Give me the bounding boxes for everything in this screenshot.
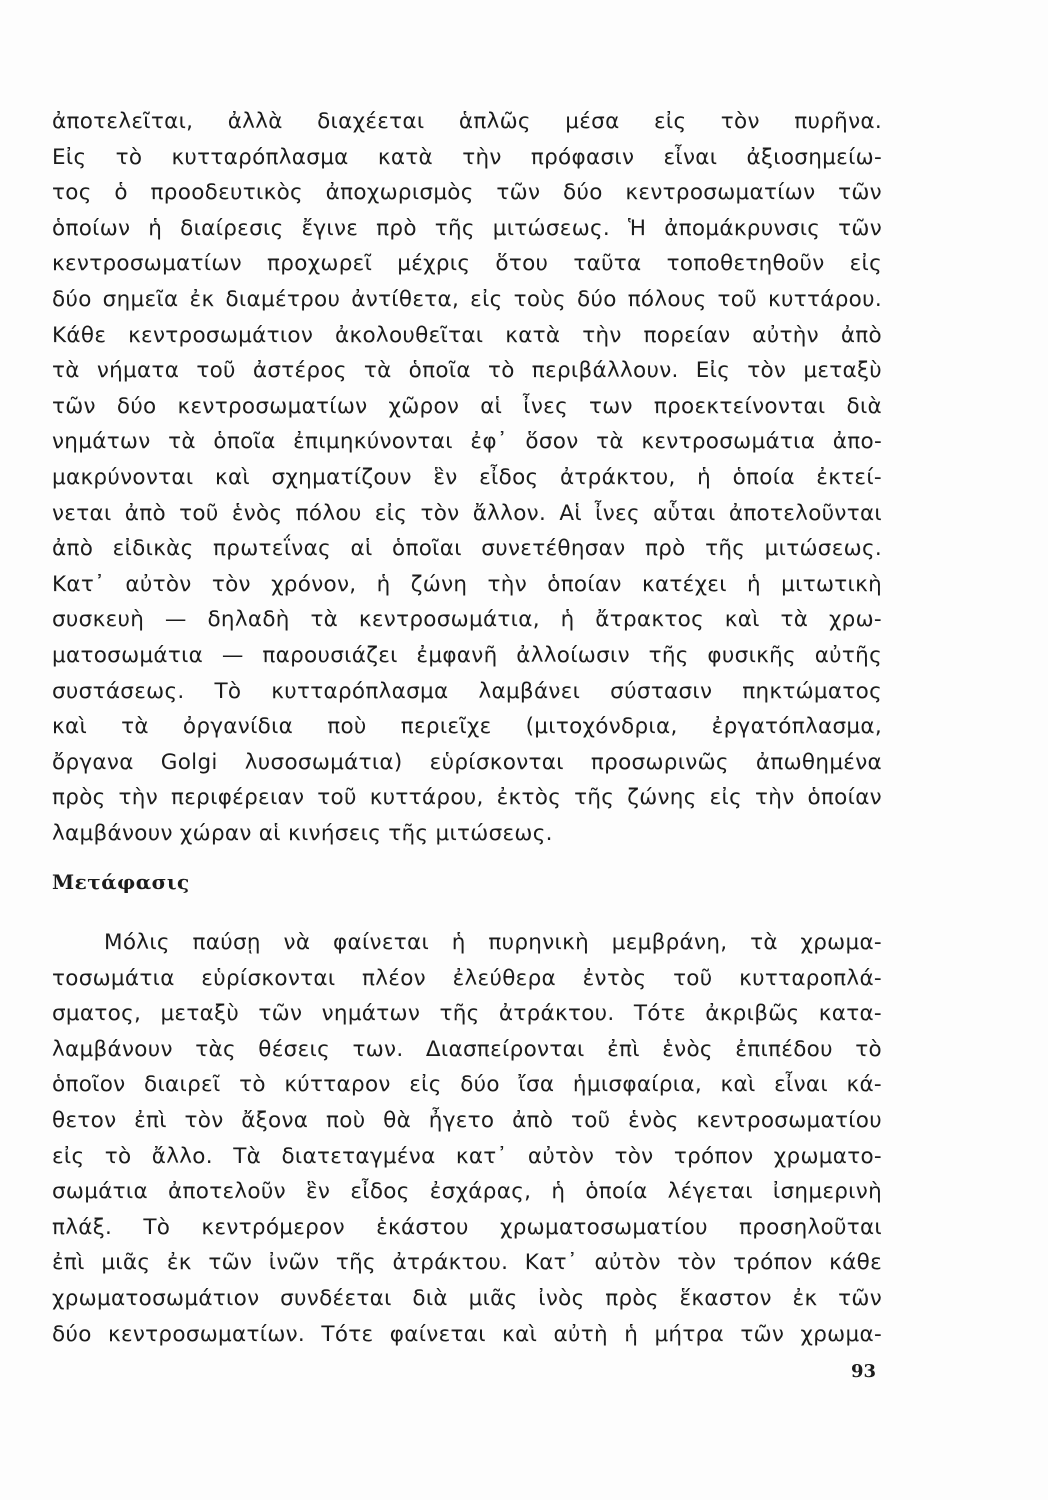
- text-line: Κάθε κεντροσωμάτιον ἀκολουθεῖται κατὰ τὴν πορείαν αὐτὴν ἀπὸ: [52, 322, 882, 348]
- text-line: ἀπὸ εἰδικὰς πρωτεΐνας αἱ ὁποῖαι συνετέθησαν πρὸ τῆς μιτώσεως.: [52, 536, 882, 562]
- text-line: μακρύνονται καὶ σχηματίζουν ἓν εἶδος ἀτράκτου, ἡ ὁποία ἐκτεί-: [52, 464, 882, 490]
- text-line: πρὸς τὴν περιφέρειαν τοῦ κυττάρου, ἐκτὸς τῆς ζώνης εἰς τὴν ὁποίαν: [52, 785, 882, 811]
- text-line: νεται ἀπὸ τοῦ ἑνὸς πόλου εἰς τὸν ἄλλον. Αἱ ἶνες αὗται ἀποτελοῦνται: [52, 500, 882, 526]
- section-heading: Μετάφασις: [52, 870, 190, 894]
- paragraph-metaphase: [52, 925, 882, 1352]
- text-line: συσκευὴ — δηλαδὴ τὰ κεντροσωμάτια, ἡ ἄτρακτος καὶ τὰ χρω-: [52, 607, 882, 633]
- page-number: 93: [850, 1361, 876, 1382]
- text-line: δύο κεντροσωματίων. Τότε φαίνεται καὶ αὐτὴ ἡ μήτρα τῶν χρωμα-: [52, 1321, 882, 1347]
- text-line: ὁποῖον διαιρεῖ τὸ κύτταρον εἰς δύο ἴσα ἡμισφαίρια, καὶ εἶναι κά-: [52, 1072, 882, 1098]
- text-line: χρωματοσωμάτιον συνδέεται διὰ μιᾶς ἰνὸς πρὸς ἕκαστον ἐκ τῶν: [52, 1285, 882, 1311]
- text-line: ὁποίων ἡ διαίρεσις ἔγινε πρὸ τῆς μιτώσεως. Ἡ ἀπομάκρυνσις τῶν: [52, 215, 882, 241]
- text-line: Κατ᾽ αὐτὸν τὸν χρόνον, ἡ ζώνη τὴν ὁποίαν κατέχει ἡ μιτωτικὴ: [52, 571, 882, 597]
- text-line: σωμάτια ἀποτελοῦν ἓν εἶδος ἐσχάρας, ἡ ὁποία λέγεται ἰσημερινὴ: [52, 1179, 882, 1205]
- text-line: τὰ νήματα τοῦ ἀστέρος τὰ ὁποῖα τὸ περιβάλλουν. Εἰς τὸν μεταξὺ: [52, 358, 882, 384]
- text-line: τος ὁ προοδευτικὸς ἀποχωρισμὸς τῶν δύο κεντροσωματίων τῶν: [52, 180, 882, 206]
- text-line: θετον ἐπὶ τὸν ἄξονα ποὺ θὰ ἦγετο ἀπὸ τοῦ ἑνὸς κεντροσωματίου: [52, 1107, 882, 1133]
- text-line: δύο σημεῖα ἐκ διαμέτρου ἀντίθετα, εἰς τοὺς δύο πόλους τοῦ κυττάρου.: [52, 286, 882, 312]
- text-line: σματος, μεταξὺ τῶν νημάτων τῆς ἀτράκτου. Τότε ἀκριβῶς κατα-: [52, 1001, 882, 1027]
- text-line: Μόλις παύσῃ νὰ φαίνεται ἡ πυρηνικὴ μεμβράνη, τὰ χρωμα-: [104, 930, 882, 955]
- text-line: λαμβάνουν χώραν αἱ κινήσεις τῆς μιτώσεως.: [52, 820, 553, 846]
- text-line: ἀποτελεῖται, ἀλλὰ διαχέεται ἁπλῶς μέσα εἰς τὸν πυρῆνα.: [52, 109, 882, 134]
- text-line: ἐπὶ μιᾶς ἐκ τῶν ἰνῶν τῆς ἀτράκτου. Κατ᾽ αὐτὸν τὸν τρόπον κάθε: [52, 1250, 882, 1276]
- text-line: νημάτων τὰ ὁποῖα ἐπιμηκύνονται ἐφ᾽ ὅσον τὰ κεντροσωμάτια ἀπο-: [52, 429, 882, 455]
- text-line: λαμβάνουν τὰς θέσεις των. Διασπείρονται ἐπὶ ἑνὸς ἐπιπέδου τὸ: [52, 1036, 882, 1062]
- text-line: πλάξ. Τὸ κεντρόμερον ἑκάστου χρωματοσωματίου προσηλοῦται: [52, 1214, 882, 1240]
- text-line: Εἰς τὸ κυτταρόπλασμα κατὰ τὴν πρόφασιν εἶναι ἀξιοσημείω-: [52, 144, 882, 170]
- text-line: κεντροσωματίων προχωρεῖ μέχρις ὅτου ταῦτα τοποθετηθοῦν εἰς: [52, 251, 882, 277]
- text-line: ὄργανα Golgi λυσοσωμάτια) εὑρίσκονται προσωρινῶς ἀπωθημένα: [52, 749, 882, 775]
- text-line: καὶ τὰ ὀργανίδια ποὺ περιεῖχε (μιτοχόνδρια, ἐργατόπλασμα,: [52, 714, 882, 740]
- paragraph-prophase-continued: [52, 104, 882, 851]
- text-line: συστάσεως. Τὸ κυτταρόπλασμα λαμβάνει σύστασιν πηκτώματος: [52, 678, 882, 704]
- text-line: τῶν δύο κεντροσωματίων χῶρον αἱ ἶνες των προεκτείνονται διὰ: [52, 393, 882, 419]
- text-line: τοσωμάτια εὑρίσκονται πλέον ἐλεύθερα ἐντὸς τοῦ κυτταροπλά-: [52, 965, 882, 991]
- text-line: εἰς τὸ ἄλλο. Τὰ διατεταγμένα κατ᾽ αὐτὸν τὸν τρόπον χρωματο-: [52, 1143, 882, 1169]
- text-line: ματοσωμάτια — παρουσιάζει ἐμφανῆ ἀλλοίωσιν τῆς φυσικῆς αὐτῆς: [52, 642, 882, 668]
